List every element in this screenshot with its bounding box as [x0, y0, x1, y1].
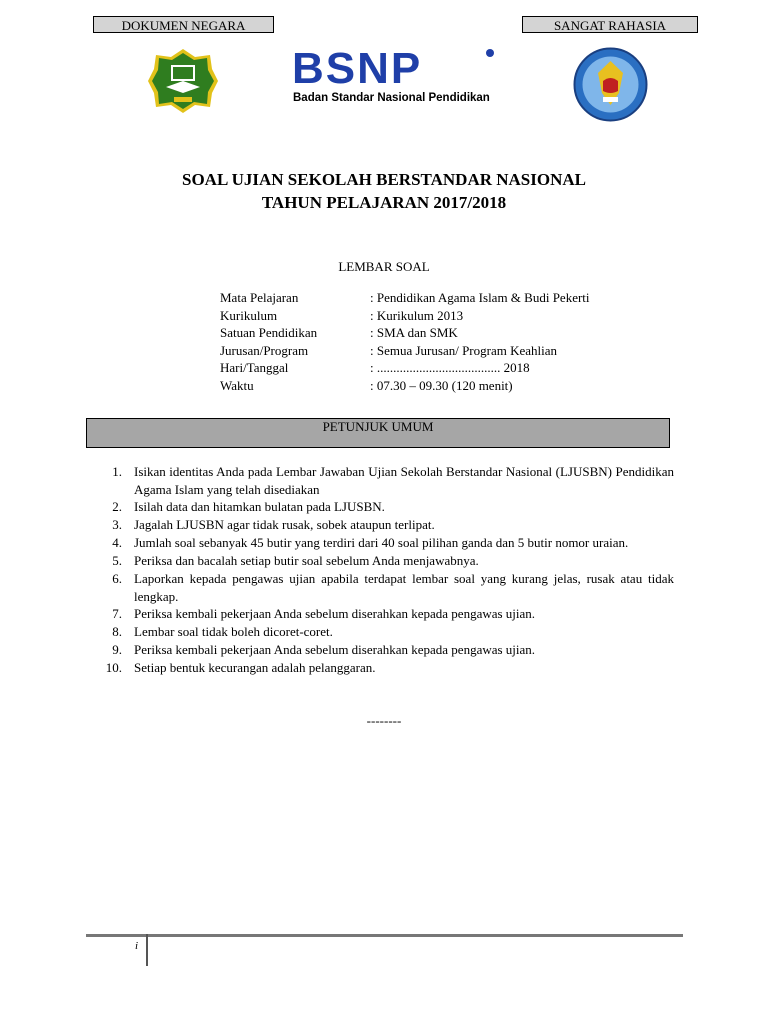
info-value: : Pendidikan Agama Islam & Budi Pekerti [370, 290, 590, 305]
exam-title-line2: TAHUN PELAJARAN 2017/2018 [261, 193, 507, 212]
list-number: 2. [112, 499, 122, 514]
list-text: Isikan identitas Anda pada Lembar Jawaban Ujian Sekolah Berstandar Nasional (LJUSBN) Pendidikan Agama Islam yang telah disediakan [134, 464, 674, 497]
page-number: i [135, 940, 139, 952]
lembar-soal-heading: LEMBAR SOAL [338, 259, 430, 274]
info-label: Satuan Pendidikan [220, 325, 318, 340]
list-number: 3. [112, 517, 122, 532]
footer-vertical-rule [146, 934, 148, 966]
info-label: Hari/Tanggal [220, 360, 289, 375]
list-text: Periksa kembali pekerjaan Anda sebelum diserahkan kepada pengawas ujian. [134, 642, 536, 657]
kemenag-logo [146, 47, 220, 115]
list-text: Lembar soal tidak boleh dicoret-coret. [134, 624, 333, 639]
info-value: : SMA dan SMK [370, 325, 458, 340]
list-number: 5. [112, 553, 122, 568]
list-text: Jumlah soal sebanyak 45 butir yang terdiri dari 40 soal pilihan ganda dan 5 butir nomor uraian. [134, 535, 629, 550]
bsnp-logo [290, 45, 502, 105]
info-value: : ...................................... 2018 [370, 360, 530, 375]
dokumen-negara-label: DOKUMEN NEGARA [93, 16, 274, 33]
info-label: Mata Pelajaran [220, 290, 299, 305]
list-text: Periksa dan bacalah setiap butir soal sebelum Anda menjawabnya. [134, 553, 479, 568]
list-number: 9. [112, 642, 122, 657]
kemdikbud-logo [573, 47, 648, 122]
list-text: Jagalah LJUSBN agar tidak rusak, sobek ataupun terlipat. [134, 517, 435, 532]
list-number: 6. [112, 571, 122, 586]
list-text: Isilah data dan hitamkan bulatan pada LJUSBN. [134, 499, 385, 514]
info-label: Jurusan/Program [220, 342, 309, 358]
info-label: Kurikulum [220, 307, 278, 323]
list-number: 8. [112, 624, 122, 639]
end-separator: -------- [366, 713, 402, 728]
info-label: Waktu [220, 377, 254, 393]
list-number: 1. [112, 464, 122, 479]
list-number: 10. [105, 660, 122, 675]
list-text: Periksa kembali pekerjaan Anda sebelum diserahkan kepada pengawas ujian. [134, 606, 536, 621]
petunjuk-umum-heading: PETUNJUK UMUM [86, 418, 670, 448]
info-value: : Semua Jurusan/ Program Keahlian [370, 342, 558, 358]
svg-text:Badan Standar Nasional Pendidi: Badan Standar Nasional Pendidikan [293, 92, 490, 104]
exam-title-line1: SOAL UJIAN SEKOLAH BERSTANDAR NASIONAL [182, 170, 586, 189]
info-value: : 07.30 – 09.30 (120 menit) [370, 377, 513, 393]
list-number: 4. [112, 535, 122, 550]
info-value: : Kurikulum 2013 [370, 307, 464, 323]
list-number: 7. [112, 606, 122, 621]
list-text: Setiap bentuk kecurangan adalah pelanggaran. [134, 660, 376, 675]
svg-text:BSNP: BSNP [292, 45, 423, 93]
sangat-rahasia-label: SANGAT RAHASIA [522, 16, 698, 33]
footer-rule [86, 934, 683, 937]
list-text: Laporkan kepada pengawas ujian apabila terdapat lembar soal yang kurang jelas, rusak atau tidak lengkap. [134, 571, 674, 604]
